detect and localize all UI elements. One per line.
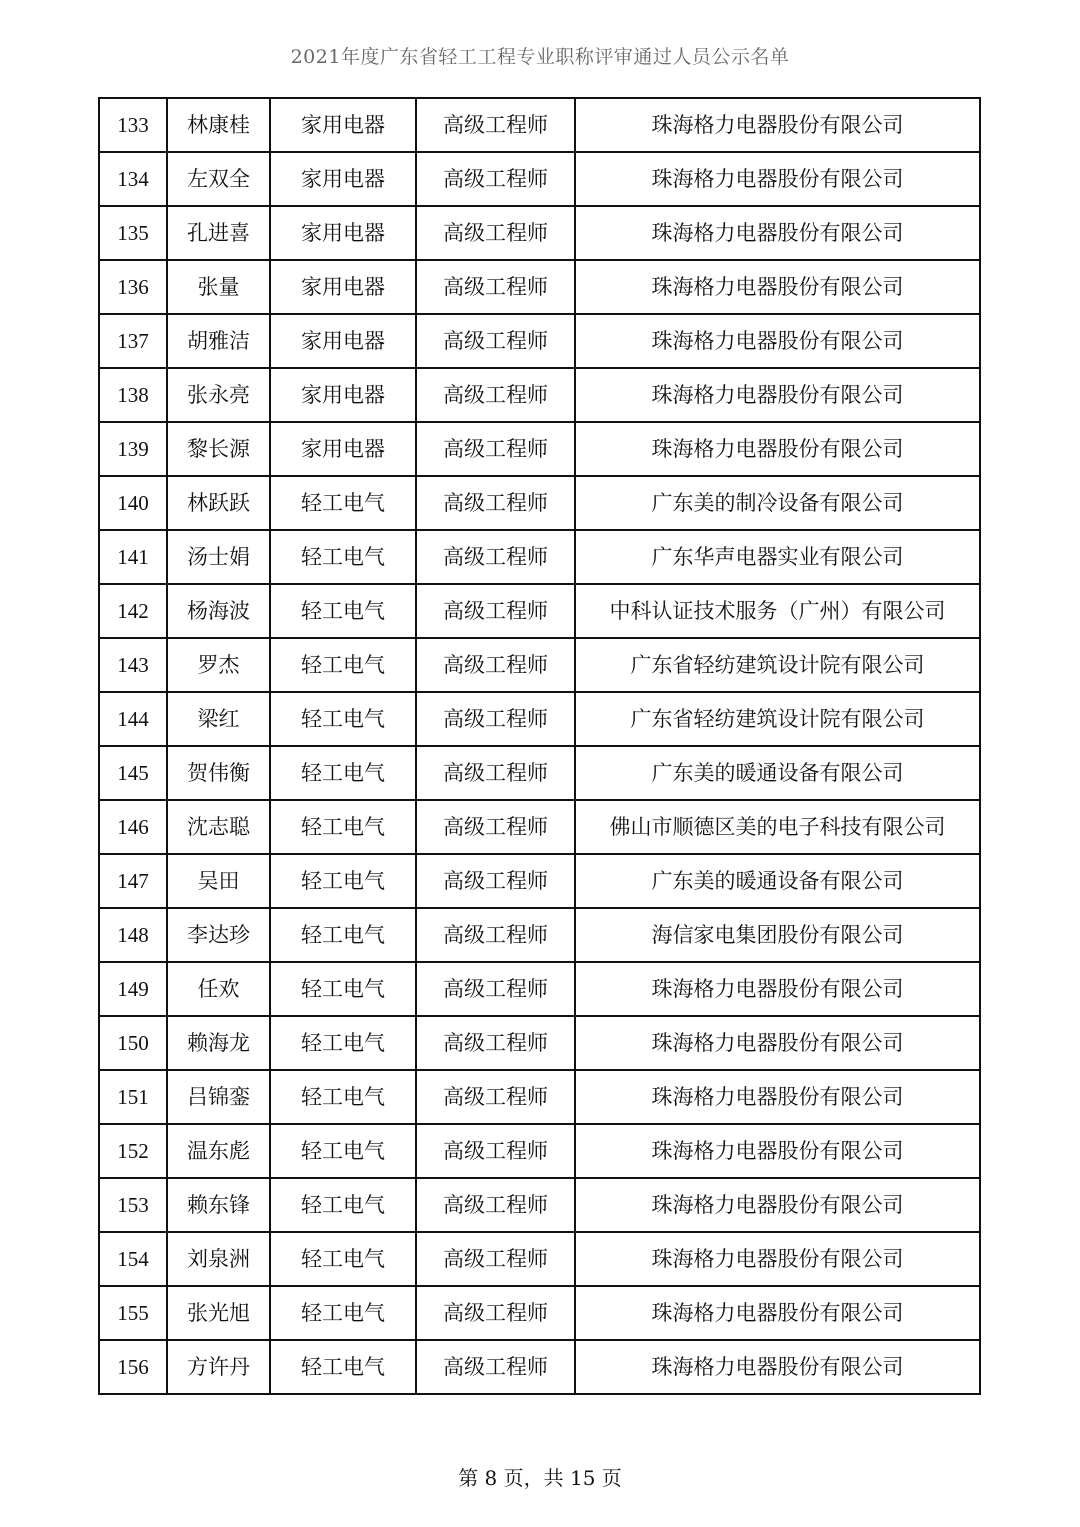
person-name-cell: 黎长源 [167, 422, 270, 476]
specialty-cell: 家用电器 [270, 98, 416, 152]
row-number-cell: 150 [99, 1016, 167, 1070]
table-row [99, 746, 980, 800]
company-name-cell: 珠海格力电器股份有限公司 [575, 206, 980, 260]
row-number-cell: 151 [99, 1070, 167, 1124]
table-row [99, 530, 980, 584]
specialty-cell: 家用电器 [270, 314, 416, 368]
company-name-cell: 珠海格力电器股份有限公司 [575, 1124, 980, 1178]
row-number-cell: 143 [99, 638, 167, 692]
row-number-cell: 156 [99, 1340, 167, 1394]
table-row [99, 98, 980, 152]
row-number-cell: 145 [99, 746, 167, 800]
table-row [99, 152, 980, 206]
professional-title-cell: 高级工程师 [416, 908, 575, 962]
company-name-cell: 珠海格力电器股份有限公司 [575, 314, 980, 368]
table-row [99, 422, 980, 476]
specialty-cell: 轻工电气 [270, 1340, 416, 1394]
table-row [99, 1016, 980, 1070]
specialty-cell: 轻工电气 [270, 854, 416, 908]
professional-title-cell: 高级工程师 [416, 98, 575, 152]
professional-title-cell: 高级工程师 [416, 638, 575, 692]
person-name-cell: 方许丹 [167, 1340, 270, 1394]
row-number-cell: 140 [99, 476, 167, 530]
company-name-cell: 珠海格力电器股份有限公司 [575, 260, 980, 314]
page-number: 第 8 页，共 15 页 [458, 1466, 622, 1490]
table-row [99, 962, 980, 1016]
person-name-cell: 贺伟衡 [167, 746, 270, 800]
specialty-cell: 轻工电气 [270, 1232, 416, 1286]
company-name-cell: 珠海格力电器股份有限公司 [575, 1340, 980, 1394]
person-name-cell: 沈志聪 [167, 800, 270, 854]
company-name-cell: 广东华声电器实业有限公司 [575, 530, 980, 584]
professional-title-cell: 高级工程师 [416, 260, 575, 314]
company-name-cell: 海信家电集团股份有限公司 [575, 908, 980, 962]
person-name-cell: 汤士娟 [167, 530, 270, 584]
person-name-cell: 孔进喜 [167, 206, 270, 260]
company-name-cell: 珠海格力电器股份有限公司 [575, 1178, 980, 1232]
person-name-cell: 刘泉洲 [167, 1232, 270, 1286]
table-row [99, 476, 980, 530]
specialty-cell: 家用电器 [270, 260, 416, 314]
row-number-cell: 138 [99, 368, 167, 422]
specialty-cell: 轻工电气 [270, 584, 416, 638]
row-number-cell: 139 [99, 422, 167, 476]
row-number-cell: 146 [99, 800, 167, 854]
table-row [99, 1124, 980, 1178]
person-name-cell: 吴田 [167, 854, 270, 908]
professional-title-cell: 高级工程师 [416, 368, 575, 422]
person-name-cell: 张光旭 [167, 1286, 270, 1340]
company-name-cell: 珠海格力电器股份有限公司 [575, 98, 980, 152]
professional-title-cell: 高级工程师 [416, 1340, 575, 1394]
person-name-cell: 赖东锋 [167, 1178, 270, 1232]
specialty-cell: 轻工电气 [270, 692, 416, 746]
company-name-cell: 珠海格力电器股份有限公司 [575, 1232, 980, 1286]
professional-title-cell: 高级工程师 [416, 1178, 575, 1232]
company-name-cell: 珠海格力电器股份有限公司 [575, 152, 980, 206]
specialty-cell: 轻工电气 [270, 1070, 416, 1124]
person-name-cell: 赖海龙 [167, 1016, 270, 1070]
row-number-cell: 155 [99, 1286, 167, 1340]
row-number-cell: 141 [99, 530, 167, 584]
table-row [99, 1178, 980, 1232]
row-number-cell: 148 [99, 908, 167, 962]
company-name-cell: 佛山市顺德区美的电子科技有限公司 [575, 800, 980, 854]
person-name-cell: 吕锦銮 [167, 1070, 270, 1124]
specialty-cell: 家用电器 [270, 206, 416, 260]
company-name-cell: 广东美的暖通设备有限公司 [575, 854, 980, 908]
professional-title-cell: 高级工程师 [416, 206, 575, 260]
person-name-cell: 任欢 [167, 962, 270, 1016]
specialty-cell: 家用电器 [270, 368, 416, 422]
professional-title-cell: 高级工程师 [416, 1070, 575, 1124]
specialty-cell: 轻工电气 [270, 1016, 416, 1070]
professional-title-cell: 高级工程师 [416, 584, 575, 638]
table-row [99, 1340, 980, 1394]
table-row [99, 800, 980, 854]
specialty-cell: 轻工电气 [270, 530, 416, 584]
professional-title-cell: 高级工程师 [416, 800, 575, 854]
row-number-cell: 142 [99, 584, 167, 638]
company-name-cell: 珠海格力电器股份有限公司 [575, 1070, 980, 1124]
table-row [99, 206, 980, 260]
company-name-cell: 中科认证技术服务（广州）有限公司 [575, 584, 980, 638]
row-number-cell: 133 [99, 98, 167, 152]
table-row [99, 854, 980, 908]
company-name-cell: 珠海格力电器股份有限公司 [575, 422, 980, 476]
row-number-cell: 153 [99, 1178, 167, 1232]
person-name-cell: 杨海波 [167, 584, 270, 638]
row-number-cell: 152 [99, 1124, 167, 1178]
professional-title-cell: 高级工程师 [416, 530, 575, 584]
professional-title-cell: 高级工程师 [416, 1016, 575, 1070]
specialty-cell: 轻工电气 [270, 746, 416, 800]
professional-title-cell: 高级工程师 [416, 854, 575, 908]
specialty-cell: 轻工电气 [270, 1286, 416, 1340]
professional-title-cell: 高级工程师 [416, 1232, 575, 1286]
table-row [99, 1070, 980, 1124]
table-row [99, 368, 980, 422]
table-row [99, 692, 980, 746]
specialty-cell: 轻工电气 [270, 638, 416, 692]
professional-title-cell: 高级工程师 [416, 1286, 575, 1340]
company-name-cell: 广东美的暖通设备有限公司 [575, 746, 980, 800]
company-name-cell: 珠海格力电器股份有限公司 [575, 368, 980, 422]
person-name-cell: 胡雅洁 [167, 314, 270, 368]
row-number-cell: 134 [99, 152, 167, 206]
page-title: 2021年度广东省轻工工程专业职称评审通过人员公示名单 [290, 46, 790, 68]
company-name-cell: 珠海格力电器股份有限公司 [575, 1016, 980, 1070]
table-row [99, 1286, 980, 1340]
person-name-cell: 温东彪 [167, 1124, 270, 1178]
table-row [99, 314, 980, 368]
row-number-cell: 154 [99, 1232, 167, 1286]
professional-title-cell: 高级工程师 [416, 152, 575, 206]
person-name-cell: 张永亮 [167, 368, 270, 422]
row-number-cell: 149 [99, 962, 167, 1016]
person-name-cell: 李达珍 [167, 908, 270, 962]
company-name-cell: 广东省轻纺建筑设计院有限公司 [575, 692, 980, 746]
row-number-cell: 137 [99, 314, 167, 368]
row-number-cell: 147 [99, 854, 167, 908]
row-number-cell: 144 [99, 692, 167, 746]
person-name-cell: 林康桂 [167, 98, 270, 152]
professional-title-cell: 高级工程师 [416, 422, 575, 476]
table-row [99, 638, 980, 692]
specialty-cell: 轻工电气 [270, 1124, 416, 1178]
person-name-cell: 梁红 [167, 692, 270, 746]
company-name-cell: 广东美的制冷设备有限公司 [575, 476, 980, 530]
specialty-cell: 家用电器 [270, 152, 416, 206]
specialty-cell: 轻工电气 [270, 1178, 416, 1232]
specialty-cell: 轻工电气 [270, 908, 416, 962]
specialty-cell: 轻工电气 [270, 476, 416, 530]
table-row [99, 1232, 980, 1286]
personnel-table [98, 97, 981, 1395]
person-name-cell: 张量 [167, 260, 270, 314]
row-number-cell: 136 [99, 260, 167, 314]
table-row [99, 908, 980, 962]
row-number-cell: 135 [99, 206, 167, 260]
professional-title-cell: 高级工程师 [416, 476, 575, 530]
professional-title-cell: 高级工程师 [416, 314, 575, 368]
table-row [99, 584, 980, 638]
person-name-cell: 罗杰 [167, 638, 270, 692]
specialty-cell: 轻工电气 [270, 962, 416, 1016]
specialty-cell: 轻工电气 [270, 800, 416, 854]
table-row [99, 260, 980, 314]
person-name-cell: 左双全 [167, 152, 270, 206]
professional-title-cell: 高级工程师 [416, 746, 575, 800]
company-name-cell: 广东省轻纺建筑设计院有限公司 [575, 638, 980, 692]
company-name-cell: 珠海格力电器股份有限公司 [575, 1286, 980, 1340]
company-name-cell: 珠海格力电器股份有限公司 [575, 962, 980, 1016]
table-body [99, 98, 980, 1394]
professional-title-cell: 高级工程师 [416, 1124, 575, 1178]
professional-title-cell: 高级工程师 [416, 692, 575, 746]
specialty-cell: 家用电器 [270, 422, 416, 476]
professional-title-cell: 高级工程师 [416, 962, 575, 1016]
person-name-cell: 林跃跃 [167, 476, 270, 530]
